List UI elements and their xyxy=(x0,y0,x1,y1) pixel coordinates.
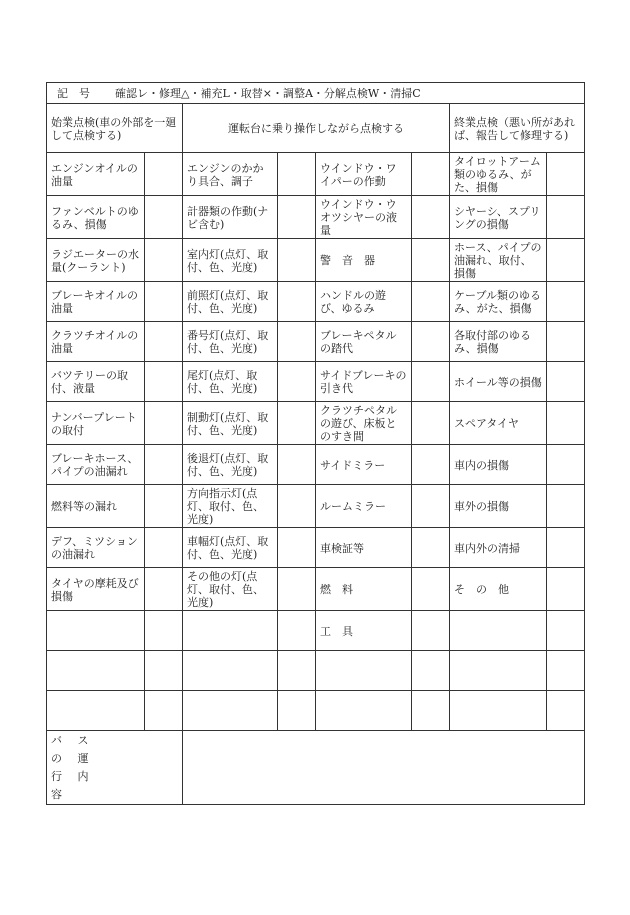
check-item-label xyxy=(183,651,278,691)
check-mark-cell[interactable] xyxy=(547,445,585,485)
check-mark-cell[interactable] xyxy=(278,691,316,731)
check-mark-cell[interactable] xyxy=(412,402,450,445)
legend-cell xyxy=(47,83,585,104)
check-mark-cell[interactable] xyxy=(145,611,183,651)
check-item-label: 燃料等の漏れ xyxy=(47,485,145,528)
check-item-label: スペアタイヤ xyxy=(450,402,547,445)
check-mark-cell[interactable] xyxy=(278,485,316,528)
driver-seat-header: 運転台に乗り操作しながら点検する xyxy=(183,104,450,153)
check-item-label xyxy=(47,611,145,651)
legend-title: 記 号 xyxy=(57,87,90,100)
check-mark-cell[interactable] xyxy=(547,568,585,611)
check-item-label: 方向指示灯(点灯、取付、色、光度) xyxy=(183,485,278,528)
check-item-label: 車検証等 xyxy=(316,528,412,568)
table-row xyxy=(47,322,585,362)
check-mark-cell[interactable] xyxy=(547,485,585,528)
check-mark-cell[interactable] xyxy=(547,239,585,282)
table-row xyxy=(47,362,585,402)
check-item-label: ナンバープレートの取付 xyxy=(47,402,145,445)
check-item-label xyxy=(47,691,145,731)
check-mark-cell[interactable] xyxy=(278,362,316,402)
operations-content[interactable] xyxy=(183,731,585,805)
check-item-label: ブレーキペタルの踏代 xyxy=(316,322,412,362)
check-item-label: ハンドルの遊び、ゆるみ xyxy=(316,282,412,322)
check-mark-cell[interactable] xyxy=(278,445,316,485)
check-item-label: クラツチペタルの遊び、床板とのすき間 xyxy=(316,402,412,445)
table-row xyxy=(47,445,585,485)
check-mark-cell[interactable] xyxy=(145,239,183,282)
check-mark-cell[interactable] xyxy=(145,485,183,528)
check-mark-cell[interactable] xyxy=(412,651,450,691)
check-mark-cell[interactable] xyxy=(278,282,316,322)
check-item-label: ウインドウ・ワイパーの作動 xyxy=(316,153,412,196)
check-mark-cell[interactable] xyxy=(547,322,585,362)
check-mark-cell[interactable] xyxy=(412,611,450,651)
check-item-label xyxy=(450,651,547,691)
check-mark-cell[interactable] xyxy=(547,691,585,731)
check-item-label: ブレーキオイルの油量 xyxy=(47,282,145,322)
table-row xyxy=(47,196,585,239)
check-item-label: デフ、ミツションの油漏れ xyxy=(47,528,145,568)
check-item-label: エンジンオイルの油量 xyxy=(47,153,145,196)
check-item-label: ファンベルトのゆるみ、損傷 xyxy=(47,196,145,239)
check-mark-cell[interactable] xyxy=(547,362,585,402)
check-item-label: バツテリーの取付、液量 xyxy=(47,362,145,402)
check-mark-cell[interactable] xyxy=(145,691,183,731)
check-mark-cell[interactable] xyxy=(547,402,585,445)
check-item-label: ウインドウ・ウオツシヤーの液量 xyxy=(316,196,412,239)
check-mark-cell[interactable] xyxy=(145,445,183,485)
check-mark-cell[interactable] xyxy=(145,651,183,691)
check-mark-cell[interactable] xyxy=(278,651,316,691)
legend-text: 確認レ・修理△・補充L・取替×・調整A・分解点検W・清掃C xyxy=(115,87,421,100)
check-item-label: サイドブレーキの引き代 xyxy=(316,362,412,402)
table-row xyxy=(47,485,585,528)
table-row xyxy=(47,282,585,322)
operations-label: バ ス の 運 行 内 容 xyxy=(51,733,95,801)
check-item-label: 車幅灯(点灯、取付、色、光度) xyxy=(183,528,278,568)
check-item-label: エンジンのかかり具合、調子 xyxy=(183,153,278,196)
check-item-label: ブレーキホース、パイプの油漏れ xyxy=(47,445,145,485)
check-item-label: 室内灯(点灯、取付、色、光度) xyxy=(183,239,278,282)
check-item-label: 各取付部のゆるみ、損傷 xyxy=(450,322,547,362)
check-item-label: 尾灯(点灯、取付、色、光度) xyxy=(183,362,278,402)
check-mark-cell[interactable] xyxy=(412,568,450,611)
check-mark-cell[interactable] xyxy=(145,196,183,239)
check-mark-cell[interactable] xyxy=(145,322,183,362)
check-item-label: 前照灯(点灯、取付、色、光度) xyxy=(183,282,278,322)
table-row xyxy=(47,239,585,282)
table-row xyxy=(47,691,585,731)
header-row xyxy=(47,104,585,153)
check-item-label xyxy=(183,691,278,731)
check-item-label: 車外の損傷 xyxy=(450,485,547,528)
check-item-label xyxy=(316,651,412,691)
check-item-label: ホイール等の損傷 xyxy=(450,362,547,402)
check-item-label: ホース、パイプの油漏れ、取付、損傷 xyxy=(450,239,547,282)
inspection-form xyxy=(46,82,584,805)
check-mark-cell[interactable] xyxy=(412,322,450,362)
check-mark-cell[interactable] xyxy=(547,528,585,568)
check-mark-cell[interactable] xyxy=(278,402,316,445)
operations-label-cell xyxy=(47,731,183,805)
check-mark-cell[interactable] xyxy=(145,362,183,402)
check-item-label: そ の 他 xyxy=(450,568,547,611)
check-mark-cell[interactable] xyxy=(145,568,183,611)
check-item-label: 燃 料 xyxy=(316,568,412,611)
check-item-label: ラジエーターの水量(クーラント) xyxy=(47,239,145,282)
check-mark-cell[interactable] xyxy=(412,153,450,196)
table-row xyxy=(47,153,585,196)
check-item-label: 工 具 xyxy=(316,611,412,651)
check-mark-cell[interactable] xyxy=(145,153,183,196)
check-mark-cell[interactable] xyxy=(412,362,450,402)
post-check-header: 終業点検（悪い所があれば、報告して修理する) xyxy=(450,104,585,153)
check-item-label: クラツチオイルの油量 xyxy=(47,322,145,362)
table-row xyxy=(47,528,585,568)
check-mark-cell[interactable] xyxy=(547,611,585,651)
check-item-label: タイロットアーム類のゆるみ、がた、損傷 xyxy=(450,153,547,196)
inspection-table xyxy=(46,82,585,805)
check-item-label: 制動灯(点灯、取付、色、光度) xyxy=(183,402,278,445)
check-mark-cell[interactable] xyxy=(278,239,316,282)
table-row xyxy=(47,568,585,611)
check-mark-cell[interactable] xyxy=(278,568,316,611)
check-mark-cell[interactable] xyxy=(547,153,585,196)
check-mark-cell[interactable] xyxy=(412,445,450,485)
table-row xyxy=(47,611,585,651)
check-item-label: サイドミラー xyxy=(316,445,412,485)
check-mark-cell[interactable] xyxy=(412,239,450,282)
check-item-label: その他の灯(点灯、取付、色、光度) xyxy=(183,568,278,611)
check-item-label: 後退灯(点灯、取付、色、光度) xyxy=(183,445,278,485)
check-item-label: 計器類の作動(ナビ含む) xyxy=(183,196,278,239)
check-item-label xyxy=(450,611,547,651)
table-row xyxy=(47,651,585,691)
check-mark-cell[interactable] xyxy=(278,196,316,239)
pre-check-header: 始業点検(車の外部を一廻して点検する) xyxy=(47,104,183,153)
check-mark-cell[interactable] xyxy=(278,611,316,651)
check-item-label xyxy=(316,691,412,731)
check-item-label xyxy=(183,611,278,651)
check-item-label: ルームミラー xyxy=(316,485,412,528)
check-mark-cell[interactable] xyxy=(547,196,585,239)
check-mark-cell[interactable] xyxy=(412,528,450,568)
check-item-label: 車内の損傷 xyxy=(450,445,547,485)
check-mark-cell[interactable] xyxy=(145,282,183,322)
check-item-label: シヤーシ、スプリングの損傷 xyxy=(450,196,547,239)
check-mark-cell[interactable] xyxy=(278,322,316,362)
check-item-label xyxy=(47,651,145,691)
check-mark-cell[interactable] xyxy=(412,282,450,322)
operations-row xyxy=(47,731,585,805)
check-item-label: 警 音 器 xyxy=(316,239,412,282)
check-item-label: タイヤの摩耗及び損傷 xyxy=(47,568,145,611)
check-item-label xyxy=(450,691,547,731)
table-row xyxy=(47,402,585,445)
check-mark-cell[interactable] xyxy=(412,485,450,528)
check-mark-cell[interactable] xyxy=(145,528,183,568)
check-mark-cell[interactable] xyxy=(278,153,316,196)
check-mark-cell[interactable] xyxy=(547,651,585,691)
check-mark-cell[interactable] xyxy=(145,402,183,445)
legend-row xyxy=(47,83,585,104)
check-item-label: 番号灯(点灯、取付、色、光度) xyxy=(183,322,278,362)
check-mark-cell[interactable] xyxy=(547,282,585,322)
check-item-label: 車内外の清掃 xyxy=(450,528,547,568)
check-mark-cell[interactable] xyxy=(278,528,316,568)
check-mark-cell[interactable] xyxy=(412,691,450,731)
check-item-label: ケーブル類のゆるみ、がた、損傷 xyxy=(450,282,547,322)
check-mark-cell[interactable] xyxy=(412,196,450,239)
